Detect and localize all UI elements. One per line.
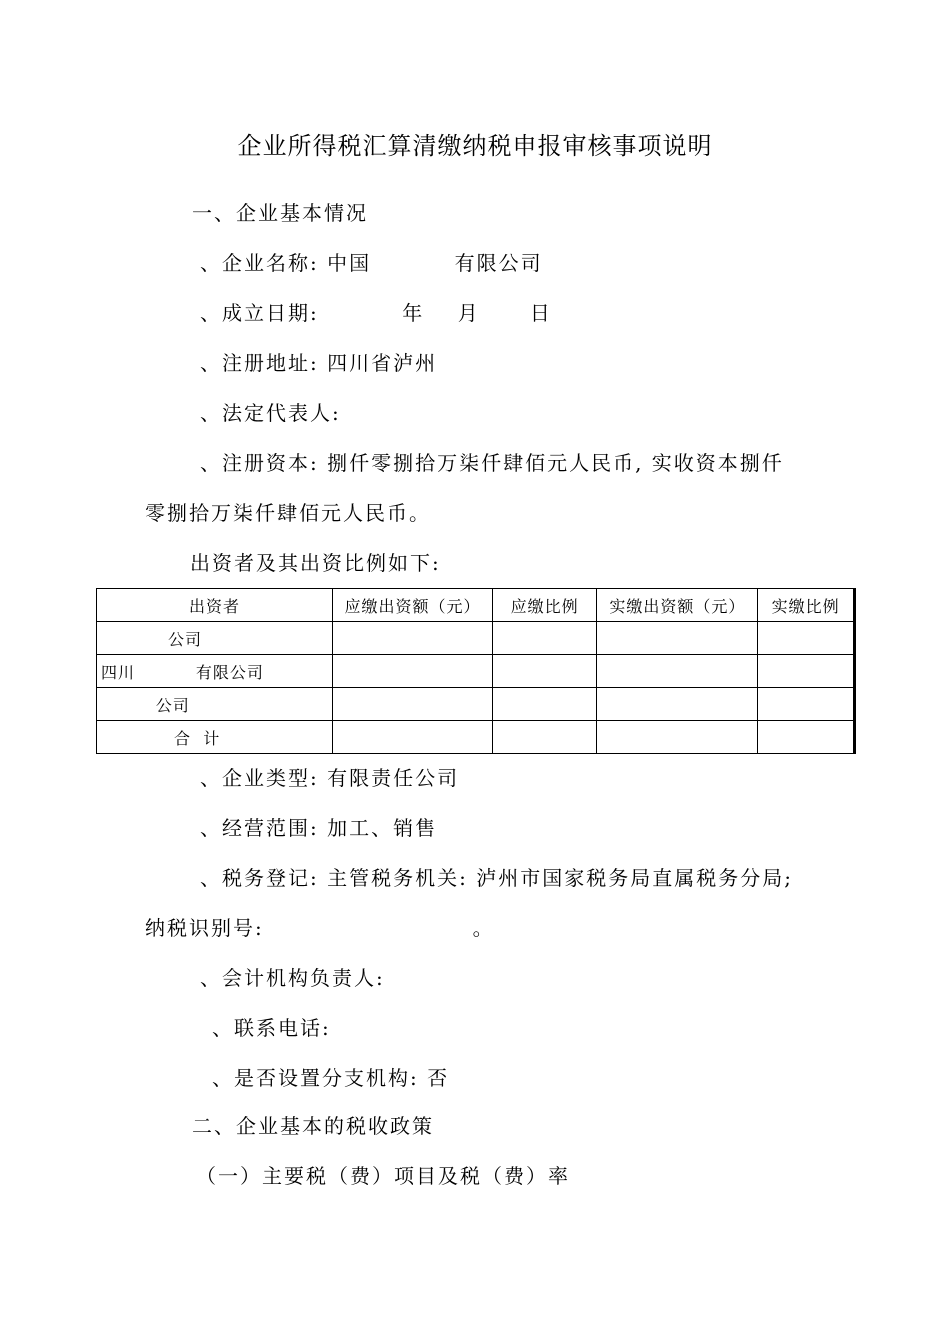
- table-cell: [758, 688, 855, 721]
- table-total-row: [97, 721, 855, 754]
- section-heading-2: 二、企业基本的税收政策: [192, 1114, 434, 1138]
- table-row: [97, 622, 855, 655]
- legal-representative-line: 、法定代表人:: [200, 401, 341, 425]
- table-cell: [333, 721, 493, 754]
- company-name-line: 、企业名称: 中国 有限公司: [200, 251, 543, 275]
- branch-line: 、是否设置分支机构: 否: [212, 1066, 450, 1090]
- contact-phone-line: 、联系电话:: [212, 1016, 331, 1040]
- table-cell-total: 合 计: [97, 721, 333, 754]
- table-cell: [333, 622, 493, 655]
- table-cell: [333, 655, 493, 688]
- table-cell: [758, 721, 855, 754]
- table-cell: [597, 721, 758, 754]
- table-header-paid-amount: 实缴出资额（元）: [597, 589, 758, 622]
- table-cell: [758, 622, 855, 655]
- table-header-due-amount: 应缴出资额（元）: [333, 589, 493, 622]
- table-cell-investor: 公司: [97, 688, 333, 721]
- table-cell-investor: 公司: [97, 622, 333, 655]
- table-cell: [758, 655, 855, 688]
- table-cell: [597, 622, 758, 655]
- registered-address-line: 、注册地址: 四川省泸州: [200, 351, 438, 375]
- table-cell: [333, 688, 493, 721]
- table-cell: [492, 721, 597, 754]
- established-date-line: 、成立日期: 年 月 日: [200, 301, 552, 325]
- company-type-line: 、企业类型: 有限责任公司: [200, 766, 460, 790]
- table-cell: [492, 688, 597, 721]
- section-heading-1: 一、企业基本情况: [192, 201, 368, 225]
- table-row: [97, 688, 855, 721]
- table-header-row: [97, 589, 855, 622]
- registered-capital-line: 、注册资本: 捌仟零捌拾万柒仟肆佰元人民币, 实收资本捌仟: [200, 451, 784, 475]
- table-header-investor: 出资者: [97, 589, 333, 622]
- table-cell: [492, 655, 597, 688]
- tax-registration-line: 、税务登记: 主管税务机关: 泸州市国家税务局直属税务分局;: [200, 866, 793, 890]
- table-cell: [492, 622, 597, 655]
- business-scope-line: 、经营范围: 加工、销售: [200, 816, 438, 840]
- table-header-due-ratio: 应缴比例: [492, 589, 597, 622]
- page-title: 企业所得税汇算清缴纳税申报审核事项说明: [237, 132, 713, 160]
- investor-table: [96, 588, 856, 754]
- subsection-heading-1: （一）主要税（费）项目及税（费）率: [196, 1164, 570, 1188]
- registered-capital-line-cont: 零捌拾万柒仟肆佰元人民币。: [145, 501, 431, 525]
- table-cell: [597, 655, 758, 688]
- table-cell: [597, 688, 758, 721]
- accounting-head-line: 、会计机构负责人:: [200, 966, 385, 990]
- table-header-paid-ratio: 实缴比例: [758, 589, 855, 622]
- investors-intro: 出资者及其出资比例如下:: [190, 551, 441, 575]
- taxpayer-id-line: 纳税识别号: 。: [145, 916, 495, 940]
- table-row: [97, 655, 855, 688]
- table-cell-investor: 四川 有限公司: [97, 655, 333, 688]
